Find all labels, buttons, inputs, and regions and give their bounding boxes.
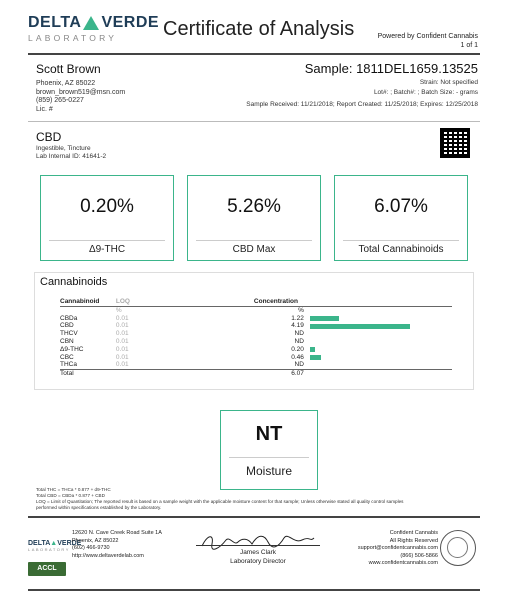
table-header-row [60, 298, 452, 306]
table-row [60, 361, 452, 369]
cannabinoid-loq: 0.01 [115, 322, 129, 330]
footnote: Total THC = THCa * 0.877 + d9-THC [36, 487, 111, 492]
cannabinoid-loq: 0.01 [115, 314, 129, 322]
confident-cannabis-seal-icon [440, 530, 476, 566]
document-title: Certificate of Analysis [163, 18, 355, 40]
total-row [60, 370, 452, 378]
cannabinoid-name: THCa [60, 361, 77, 369]
lab-website-link[interactable]: http://www.deltaverdelab.com [72, 552, 144, 559]
cannabinoid-loq: 0.01 [115, 330, 129, 338]
director-block [196, 549, 320, 566]
client-phone: (859) 265-0227 [36, 97, 84, 104]
bottom-divider [28, 589, 480, 591]
moisture-label: Moisture [245, 464, 292, 478]
sample-strain: Strain: Not specified [419, 79, 478, 86]
loq-unit: % [115, 306, 122, 314]
row-gap [156, 315, 254, 323]
cannabinoid-name: Δ9-THC [60, 345, 84, 353]
confident-line: All Rights Reserved [389, 537, 438, 544]
concentration-bar [310, 324, 410, 329]
footnotes [36, 487, 476, 511]
footer-logo-subtitle: LABORATORY [28, 547, 70, 552]
summary-label: Δ9-THC [88, 244, 126, 255]
cannabinoid-concentration: ND [294, 337, 304, 345]
summary-cbd-max-box [187, 175, 321, 261]
cannabinoid-name: CBC [60, 353, 74, 361]
powered-by [378, 32, 478, 50]
cannabinoid-loq: 0.01 [115, 361, 129, 369]
header-divider [28, 53, 480, 55]
product-name: CBD [36, 130, 62, 144]
lab-address [72, 530, 162, 560]
director-name: James Clark [239, 549, 277, 556]
table-row [60, 315, 452, 323]
row-gap [156, 338, 254, 346]
footnote: Total CBD = CBDa * 0.877 + CBD [36, 493, 105, 498]
page-number: 1 of 1 [460, 42, 478, 49]
cannabinoid-loq: 0.01 [115, 353, 129, 361]
confident-cannabis-info [358, 530, 438, 568]
summary-total-cannabinoids-box [334, 175, 468, 261]
lab-internal-id: Lab Internal ID: 41641-2 [36, 153, 107, 160]
summary-divider [343, 240, 459, 241]
cannabinoid-name: CBD [60, 322, 74, 330]
client-divider [28, 121, 480, 122]
conc-unit: % [298, 306, 304, 314]
header-bar [310, 298, 452, 306]
confident-phone: (866) 506-5866 [400, 552, 438, 559]
concentration-bar [310, 355, 321, 360]
bar-cell [310, 354, 452, 362]
logo-wordmark [28, 14, 159, 32]
summary-label: CBD Max [232, 244, 276, 255]
address-line: (602) 466-9730 [72, 545, 110, 552]
moisture-divider [229, 457, 309, 458]
concentration-bar [310, 316, 339, 321]
footer-logo-triangle-icon: ▲ [50, 540, 58, 547]
address-line: Phoenix, AZ 85022 [72, 537, 119, 544]
director-title: Laboratory Director [230, 557, 286, 565]
row-gap [156, 361, 254, 369]
row-gap [156, 354, 254, 362]
units-row [60, 306, 452, 314]
accl-badge: ACCL [28, 562, 66, 576]
signature-line [196, 545, 320, 546]
cannabinoid-loq: 0.01 [115, 345, 129, 353]
summary-divider [49, 240, 165, 241]
footer-logo-right: VERDE [57, 540, 82, 547]
header-gap [156, 298, 254, 306]
row-gap [156, 346, 254, 354]
qr-code-icon[interactable] [440, 128, 470, 158]
bar-cell [310, 322, 452, 330]
table-row [60, 322, 452, 330]
footnote: LOQ = Limit of Quantitation; The reported result is based on a sample weight with the applicable moisture content for that sample; Unless otherwise stated all quality control samples [36, 499, 404, 504]
total-label: Total [60, 370, 74, 378]
summary-label: Total Cannabinoids [358, 244, 444, 255]
bar-cell [310, 330, 452, 338]
summary-thc-box [40, 175, 174, 261]
header-cannabinoid: Cannabinoid [60, 298, 116, 306]
bar-cell [310, 315, 452, 323]
footer-logo-left: DELTA [28, 540, 51, 547]
summary-value: 0.20% [80, 196, 134, 217]
cannabinoid-concentration: 4.19 [291, 322, 304, 330]
cannabinoid-name: CBDa [60, 314, 78, 322]
cannabinoid-name: THCV [60, 330, 78, 338]
summary-value: 5.26% [227, 196, 281, 217]
moisture-value: NT [255, 423, 283, 445]
row-gap [156, 330, 254, 338]
powered-by-text: Powered by Confident Cannabis [377, 33, 478, 40]
summary-divider [196, 240, 312, 241]
logo-subtitle: LABORATORY [28, 33, 118, 43]
moisture-box [220, 410, 318, 490]
cannabinoid-name: CBN [60, 337, 74, 345]
bar-cell [310, 346, 452, 354]
product-type: Ingestible, Tincture [36, 145, 91, 152]
bar-cell [310, 338, 452, 346]
table-row [60, 354, 452, 362]
cannabinoids-table [60, 298, 452, 378]
address-line: 12620 N. Cave Creek Road Suite 1A [72, 530, 162, 536]
support-email-link[interactable]: support@confidentcannabis.com [357, 545, 438, 552]
client-email: brown_brown519@msn.com [36, 88, 126, 96]
cannabinoid-concentration: 0.20 [291, 345, 304, 353]
footnote: performed within specifications established by the Laboratory. [36, 505, 162, 510]
total-bar [310, 370, 452, 378]
delta-verde-logo [28, 14, 159, 43]
sample-lot: Lot#: ; Batch#: ; Batch Size: - grams [373, 88, 478, 96]
cannabinoid-concentration: 0.46 [291, 353, 304, 361]
seal-inner-ring [447, 537, 468, 558]
cannabinoid-concentration: ND [294, 330, 304, 338]
bar-cell [310, 361, 452, 369]
confident-website-link[interactable]: www.confidentcannabis.com [368, 560, 438, 567]
total-loq [116, 370, 156, 378]
header-concentration: Concentration [254, 298, 310, 306]
header-loq: LOQ [116, 298, 156, 306]
units-blank [60, 306, 116, 314]
row-gap [156, 322, 254, 330]
table-row [60, 330, 452, 338]
client-license: Lic. # [36, 105, 53, 113]
concentration-bar [310, 347, 315, 352]
units-bar [310, 306, 452, 314]
cannabinoids-title: Cannabinoids [40, 276, 108, 288]
client-address: Phoenix, AZ 85022 [36, 80, 96, 87]
table-row [60, 338, 452, 346]
sample-details [374, 78, 478, 97]
logo-word-right: VERDE [101, 14, 160, 31]
total-gap [156, 370, 254, 378]
logo-word-left: DELTA [28, 14, 82, 31]
footer-divider [28, 516, 480, 518]
cannabinoid-concentration: 1.22 [291, 314, 304, 322]
logo-triangle-icon [83, 16, 99, 30]
sample-id: Sample: 1811DEL1659.13525 [304, 61, 478, 76]
total-value: 6.07 [291, 370, 304, 378]
table-row [60, 346, 452, 354]
product-details [36, 145, 106, 161]
cannabinoid-concentration: ND [294, 361, 304, 369]
units-gap [156, 306, 254, 314]
summary-value: 6.07% [374, 196, 428, 217]
confident-line: Confident Cannabis [389, 530, 438, 536]
sample-dates: Sample Received: 11/21/2018; Report Created: 11/25/2018; Expires: 12/25/2018 [246, 101, 478, 108]
client-details [36, 80, 125, 114]
cannabinoid-loq: 0.01 [115, 337, 129, 345]
client-name: Scott Brown [36, 62, 101, 76]
